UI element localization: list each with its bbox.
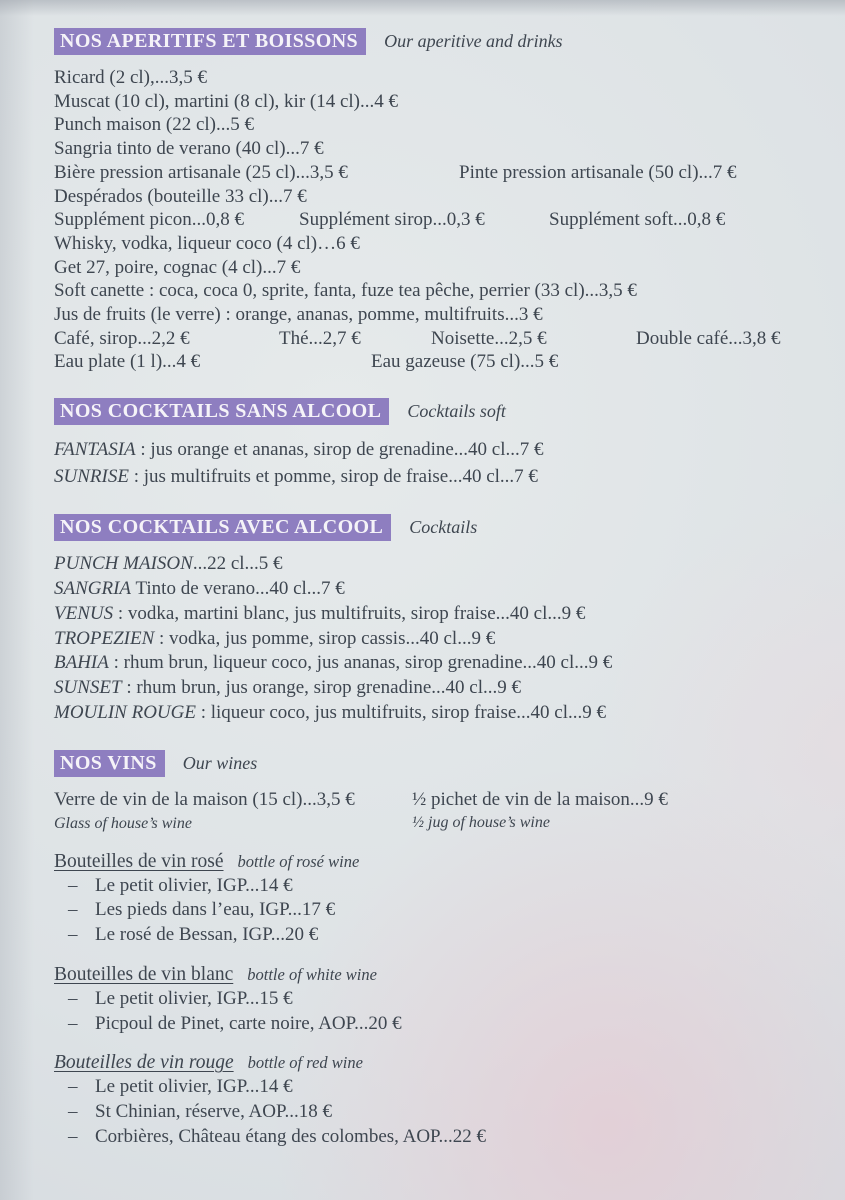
menu-text: Bière pression artisanale (25 cl)...3,5 € [54,161,348,183]
menu-line [54,577,805,602]
menu-text: ...22 cl...5 € [192,553,283,575]
wine-item-text: St Chinian, réserve, AOP...18 € [95,1100,332,1122]
menu-text: SANGRIA [54,577,132,599]
menu-line [54,137,805,161]
menu-section-cocktails-soft [54,400,805,490]
wine-subheading-row [54,962,805,987]
menu-text: Thé...2,7 € [279,327,361,349]
menu-line [54,279,805,303]
menu-line [54,161,805,185]
section-header [54,400,805,423]
section-subtitle: Cocktails soft [407,401,506,422]
wine-subsection [54,962,805,1036]
menu-text: Eau gazeuse (75 cl)...5 € [371,351,559,373]
wine-item [54,923,805,948]
dash-bullet: – [68,1125,78,1147]
menu-text: Café, sirop...2,2 € [54,327,190,349]
menu-text: TROPEZIEN [54,627,155,649]
menu-line [54,303,805,327]
menu-text: Pinte pression artisanale (50 cl)...7 € [459,161,737,183]
menu-text: : jus multifruits et pomme, sirop de fraise...40 cl...7 € [128,466,538,488]
menu-line [54,90,805,114]
menu-text: Double café...3,8 € [636,327,781,349]
menu-text: Noisette...2,5 € [431,327,547,349]
wine-item-text: Le petit olivier, IGP...14 € [95,1076,293,1098]
wine-subheading-row [54,849,805,874]
menu-text: VENUS [54,602,114,624]
menu-text: Jus de fruits (le verre) : orange, ananas, pomme, multifruits...3 € [54,304,543,326]
dash-bullet: – [68,1012,78,1034]
menu-line [54,185,805,209]
menu-text: SUNSET [54,677,122,699]
menu-text: Get 27, poire, cognac (4 cl)...7 € [54,256,301,278]
menu-line [54,113,805,137]
wine-subsection [54,1050,805,1149]
section-header [54,30,805,53]
menu-text: Soft canette : coca, coca 0, sprite, fanta, fuze tea pêche, perrier (33 cl)...3,5 € [54,280,637,302]
section-header [54,752,805,775]
menu-text: : rhum brun, liqueur coco, jus ananas, sirop grenadine...40 cl...9 € [108,652,613,674]
menu-text: Whisky, vodka, liqueur coco (4 cl)…6 € [54,232,360,254]
menu-text: : liqueur coco, jus multifruits, sirop fraise...40 cl...9 € [195,701,606,723]
menu-line [54,676,805,701]
menu-line [54,788,805,811]
menu-text: Muscat (10 cl), martini (8 cl), kir (14 cl)...4 € [54,90,399,112]
menu-text: : vodka, jus pomme, sirop cassis...40 cl...9 € [154,627,496,649]
wine-item [54,1012,805,1037]
menu-line [54,463,805,490]
menu-text: ½ jug of house’s wine [412,813,550,831]
menu-text: ½ pichet de vin de la maison...9 € [412,788,668,810]
menu-text: : vodka, martini blanc, jus multifruits, sirop fraise...40 cl...9 € [113,602,586,624]
wine-item [54,1125,805,1150]
menu-text: PUNCH MAISON [54,553,193,575]
menu-text: Eau plate (1 l)...4 € [54,351,201,373]
menu-line [54,256,805,280]
menu-text: MOULIN ROUGE [54,701,196,723]
menu-text: BAHIA [54,652,109,674]
wine-subheading: Bouteilles de vin blanc [54,963,234,985]
section-title: NOS APERITIFS ET BOISSONS [54,28,366,55]
menu-text: Tinto de verano...40 cl...7 € [131,577,345,599]
wine-item-text: Corbières, Château étang des colombes, AOP...22 € [95,1125,487,1147]
section-subtitle: Our wines [182,752,258,773]
menu-line [54,208,805,232]
wine-subheading-translation: bottle of rosé wine [237,851,360,871]
dash-bullet: – [68,1100,78,1122]
wine-item-text: Picpoul de Pinet, carte noire, AOP...20 € [95,1012,402,1034]
dash-bullet: – [68,1076,78,1098]
menu-text: Supplément sirop...0,3 € [299,209,485,231]
menu-section-cocktails-alcool [54,516,805,726]
wine-item [54,1075,805,1100]
wine-item [54,874,805,899]
section-title: NOS VINS [54,750,165,777]
menu-text: Supplément soft...0,8 € [549,209,726,231]
menu-line [54,350,805,374]
menu-text: : rhum brun, jus orange, sirop grenadine...40 cl...9 € [121,677,522,699]
wine-item [54,987,805,1012]
wine-item-text: Les pieds dans l’eau, IGP...17 € [95,899,336,921]
menu-text: Punch maison (22 cl)...5 € [54,114,255,136]
menu-line [54,232,805,256]
wine-subsection [54,849,805,948]
wine-subheading: Bouteilles de vin rosé [54,850,224,872]
wine-subheading-translation: bottle of red wine [247,1053,363,1073]
wine-subheading-translation: bottle of white wine [247,964,377,984]
section-subtitle: Our aperitive and drinks [384,31,563,51]
wine-item-text: Le petit olivier, IGP...15 € [95,987,293,1009]
menu-text: Despérados (bouteille 33 cl)...7 € [54,185,307,207]
menu-text: : jus orange et ananas, sirop de grenadine...40 cl...7 € [135,439,544,461]
menu-text: FANTASIA [54,439,136,461]
menu-text: SUNRISE [54,466,129,488]
dash-bullet: – [68,874,78,896]
section-title: NOS COCKTAILS SANS ALCOOL [54,398,389,425]
dash-bullet: – [68,924,78,946]
wine-item-text: Le rosé de Bessan, IGP...20 € [95,924,319,946]
menu-text: Supplément picon...0,8 € [54,209,244,231]
section-title: NOS COCKTAILS AVEC ALCOOL [54,514,391,541]
menu-line [54,651,805,676]
menu-line [54,436,805,463]
menu-text: Verre de vin de la maison (15 cl)...3,5 € [54,788,355,810]
menu-line [54,701,805,726]
menu-line [54,602,805,627]
menu-section-aperitifs [54,30,805,374]
menu-text: Ricard (2 cl),...3,5 € [54,67,208,88]
dash-bullet: – [68,987,78,1009]
menu-line [54,552,805,577]
wine-item [54,1100,805,1125]
wine-subheading: Bouteilles de vin rouge [54,1052,234,1074]
section-subtitle: Cocktails [409,517,478,538]
dash-bullet: – [68,899,78,921]
wine-subheading-row [54,1050,805,1075]
section-header [54,516,805,539]
menu-line [54,627,805,652]
menu-line [54,66,805,90]
menu-section-vins [54,752,805,1150]
wine-item-text: Le petit olivier, IGP...14 € [95,874,293,896]
wine-item [54,898,805,923]
menu-line [54,811,805,835]
menu-line [54,327,805,351]
menu-page [54,30,805,1149]
menu-text: Sangria tinto de verano (40 cl)...7 € [54,138,324,160]
menu-text: Glass of house’s wine [54,814,192,832]
